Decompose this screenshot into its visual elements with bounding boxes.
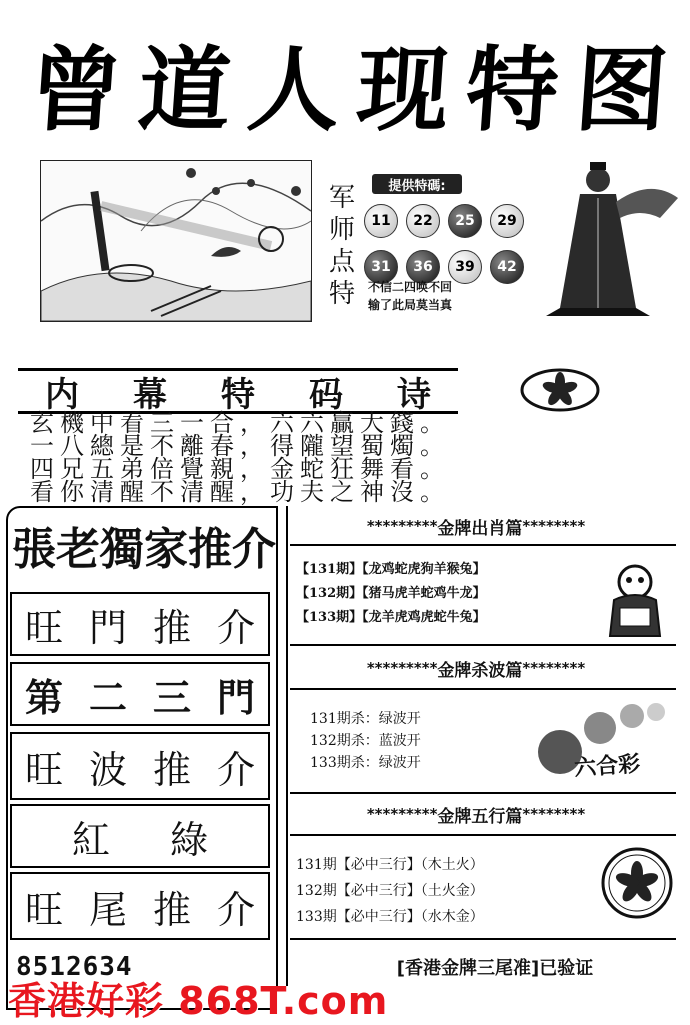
mascot-icon xyxy=(600,560,670,640)
title-char: 曾 xyxy=(25,37,128,144)
rec-char: 推 xyxy=(152,605,191,650)
list-item: 【131期】【龙鸡蛇虎狗羊猴兔】 xyxy=(296,562,486,577)
hint-line: 输了此局莫当真 xyxy=(368,298,453,312)
advisor-char: 师 xyxy=(328,215,355,245)
rec-box-red-green xyxy=(10,804,270,868)
poem-title-char: 内 xyxy=(45,374,79,415)
zhang-title-char: 介 xyxy=(232,524,276,575)
number-balls xyxy=(364,204,532,284)
divider xyxy=(290,834,676,836)
zhang-title-char: 推 xyxy=(188,524,232,575)
liuhe-label: 六合彩 xyxy=(573,751,642,782)
poem-title-char: 码 xyxy=(309,374,343,415)
rec-char: 波 xyxy=(88,747,127,792)
advisor-char: 军 xyxy=(328,183,355,213)
rec-char: 門 xyxy=(88,605,127,650)
number-ball: 31 xyxy=(364,250,398,284)
rec-char: 三 xyxy=(152,675,191,720)
rec-char: 綠 xyxy=(169,817,208,862)
section-header-kill-wave xyxy=(296,654,656,682)
hint-line: 不信二四唤不回 xyxy=(368,280,453,294)
title-char: 特 xyxy=(462,37,564,144)
list-item: 133期【必中三行】（水木金） xyxy=(296,909,484,925)
number-ball: 39 xyxy=(448,250,482,284)
flower-emblem-icon xyxy=(520,368,600,412)
rec-char: 推 xyxy=(152,887,191,932)
advisor-label xyxy=(322,182,362,310)
section-header-five-elements xyxy=(296,800,656,828)
title-char: 道 xyxy=(134,37,237,144)
list-item: 【132期】【猪马虎羊蛇鸡牛龙】 xyxy=(296,586,486,601)
poem-line: 一八總是不離春，得隴望蜀燭。 xyxy=(30,432,450,460)
rec-char: 介 xyxy=(216,747,255,792)
site-watermark: 香港好彩 868T.com xyxy=(8,979,389,1023)
ink-painting-image xyxy=(40,160,312,322)
poem-title-char: 诗 xyxy=(397,374,431,415)
poem-title-char: 幕 xyxy=(133,374,167,415)
list-item: 133期杀：绿波开 xyxy=(310,755,421,771)
divider xyxy=(290,688,676,690)
number-ball: 11 xyxy=(364,204,398,238)
list-item: 【133期】【龙羊虎鸡虎蛇牛兔】 xyxy=(296,610,486,625)
list-item: 132期【必中三行】（土火金） xyxy=(296,883,484,899)
title-char: 现 xyxy=(353,37,455,144)
rec-char: 推 xyxy=(152,747,191,792)
rec-char: 門 xyxy=(216,675,255,720)
stars-left: ********* xyxy=(366,805,438,823)
poem-line: 看你清醒不清醒，功夫之神沒。 xyxy=(30,478,450,506)
section-keyword: 金牌出肖篇 xyxy=(437,518,523,539)
rec-char: 第 xyxy=(24,675,63,720)
section-header-gold-zodiac xyxy=(296,512,656,540)
rec-char: 二 xyxy=(88,675,127,720)
zhang-title xyxy=(12,512,276,578)
title-char: 人 xyxy=(244,37,346,144)
number-ball: 36 xyxy=(406,250,440,284)
number-ball: 25 xyxy=(448,204,482,238)
rec-char: 紅 xyxy=(71,817,110,862)
advisor-char: 特 xyxy=(328,279,355,309)
divider xyxy=(290,644,676,646)
title-char: 图 xyxy=(571,37,674,144)
verified-label: [香港金牌三尾准]已验证 xyxy=(396,958,594,979)
poem-title-char: 特 xyxy=(221,374,255,415)
stars-right: ******** xyxy=(522,805,586,823)
hint-note xyxy=(368,278,538,314)
number-ball: 42 xyxy=(490,250,524,284)
gold-zodiac-list xyxy=(296,558,596,630)
rec-char: 旺 xyxy=(24,887,63,932)
zhang-title-char: 老 xyxy=(56,524,100,575)
rec-char: 尾 xyxy=(88,887,127,932)
rec-box-second-third-gate xyxy=(10,662,270,726)
rec-char: 介 xyxy=(216,887,255,932)
kill-wave-list xyxy=(310,708,510,774)
section-keyword: 金牌杀波篇 xyxy=(437,660,523,681)
zhang-title-char: 獨 xyxy=(100,524,144,575)
page-title xyxy=(25,18,674,148)
five-elements-list xyxy=(296,852,596,930)
list-item: 132期杀：蓝波开 xyxy=(310,733,421,749)
stars-left: ********* xyxy=(366,659,438,677)
number-ball: 29 xyxy=(490,204,524,238)
rec-box-wang-bo xyxy=(10,732,270,800)
phone-number: 8512634 xyxy=(16,952,133,982)
divider xyxy=(290,544,676,546)
rec-box-wang-wei xyxy=(10,872,270,940)
rec-char: 介 xyxy=(216,605,255,650)
poem-title xyxy=(18,368,458,414)
rec-box-wang-men xyxy=(10,592,270,656)
zhang-title-char: 家 xyxy=(144,524,188,575)
poem-line: 玄機中看三一合，六六贏大錢。 xyxy=(30,409,450,437)
number-ball: 22 xyxy=(406,204,440,238)
poem-line: 四兄五弟倍覺親，金蛇狂舞看。 xyxy=(30,455,450,483)
stars-left: ********* xyxy=(366,517,438,535)
poem-body xyxy=(30,409,670,506)
rec-char: 旺 xyxy=(24,747,63,792)
advisor-char: 点 xyxy=(328,247,355,277)
section-keyword: 金牌五行篇 xyxy=(437,806,523,827)
stars-right: ******** xyxy=(522,517,586,535)
list-item: 131期杀：绿波开 xyxy=(310,711,421,727)
divider xyxy=(290,938,676,940)
advisor-figure-image xyxy=(540,158,680,318)
divider xyxy=(290,792,676,794)
rec-char: 旺 xyxy=(24,605,63,650)
zhang-title-char: 張 xyxy=(12,524,56,575)
provide-label: 提供特碼: xyxy=(372,174,462,194)
list-item: 131期【必中三行】（木土火） xyxy=(296,857,484,873)
stars-right: ******** xyxy=(522,659,586,677)
bauhinia-emblem-icon xyxy=(600,846,674,920)
